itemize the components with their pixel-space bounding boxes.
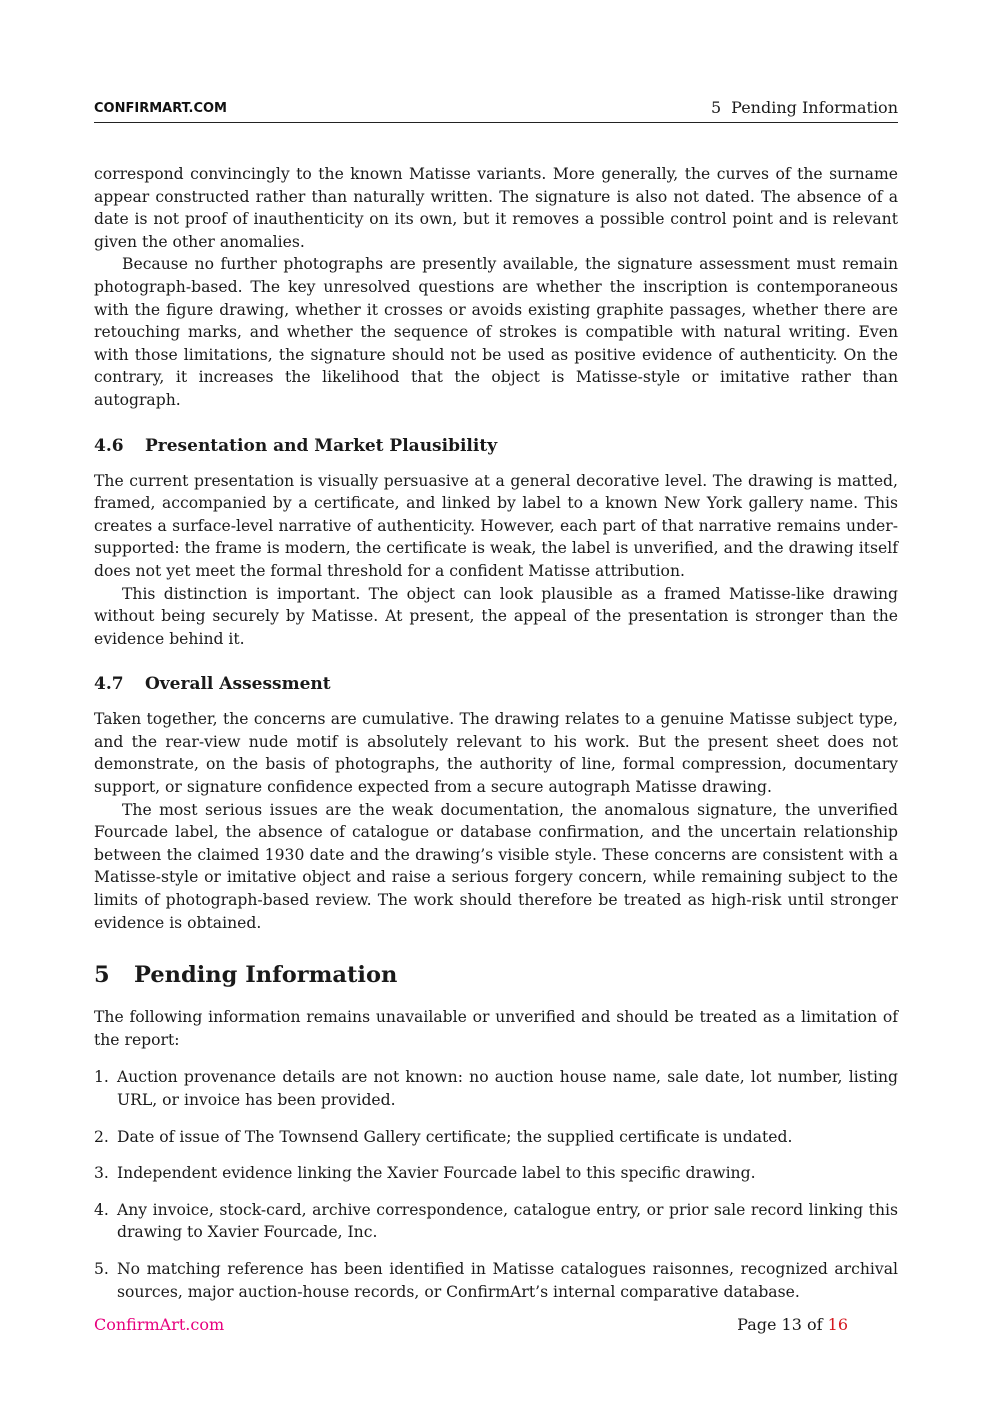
list-item-text: Independent evidence linking the Xavier Fourcade label to this specific drawing. xyxy=(117,1164,756,1183)
list-item-text: Auction provenance details are not known: no auction house name, sale date, lot number, listing URL, or invoice has been provided. xyxy=(117,1068,898,1109)
header-section-number: 5 xyxy=(710,98,722,117)
body-content xyxy=(94,163,898,1317)
subsection-number: 4.6 xyxy=(94,435,124,456)
section-number: 5 xyxy=(94,962,110,989)
list-item-number: 2. xyxy=(94,1127,109,1146)
list-item xyxy=(94,1066,898,1111)
subsection-heading-4-6 xyxy=(94,434,898,458)
paragraph: correspond convincingly to the known Matisse variants. More generally, the curves of the surname appear constructed rather than naturally written. The signature is also not dated. The absence of a date is not proof of inauthenticity on its own, but it removes a possible control point and is relevant given the other anomalies. xyxy=(94,165,898,251)
page-total-link[interactable]: 16 xyxy=(827,1315,848,1334)
paragraph: The most serious issues are the weak documentation, the anomalous signature, the unverified Fourcade label, the absence of catalogue or database confirmation, and the uncertain relationship between the claimed 1930 date and the drawing’s visible style. These concerns are consistent with a Matisse-style or imitative object and raise a serious forgery concern, while remaining subject to the limits of photograph-based review. The work should therefore be treated as high-risk until stronger evidence is obtained. xyxy=(94,800,898,932)
pending-info-list xyxy=(94,1066,898,1303)
list-item xyxy=(94,1162,898,1185)
paragraph: This distinction is important. The object can look plausible as a framed Matisse-like drawing without being securely by Matisse. At present, the appeal of the presentation is stronger than the evidence behind it. xyxy=(94,584,898,648)
running-header xyxy=(94,97,898,123)
header-section-title: Pending Information xyxy=(731,98,898,117)
confirmart-logo: CONFIRMART.COM xyxy=(94,101,227,116)
subsection-title: Overall Assessment xyxy=(145,674,331,695)
section-heading-5 xyxy=(94,960,898,990)
section-title: Pending Information xyxy=(134,962,398,989)
paragraph: Because no further photographs are presently available, the signature assessment must remain photograph-based. The key unresolved questions are whether the inscription is contemporaneous with the figure drawing, whether it crosses or avoids existing graphite passages, whether there are retouching marks, and whether the sequence of strokes is compatible with natural writing. Even with those limitations, the signature should not be used as positive evidence of authenticity. On the contrary, it increases the likelihood that the object is Matisse-style or imitative rather than autograph. xyxy=(94,255,898,409)
page-number-prefix: Page 13 of xyxy=(737,1315,828,1334)
confirmart-link[interactable]: ConfirmArt.com xyxy=(94,1315,225,1334)
page-number xyxy=(737,1315,848,1334)
subsection-number: 4.7 xyxy=(94,674,124,695)
list-item-number: 5. xyxy=(94,1259,109,1278)
subsection-title: Presentation and Market Plausibility xyxy=(145,435,498,456)
list-item xyxy=(94,1199,898,1244)
list-item-text: No matching reference has been identified in Matisse catalogues raisonnes, recognized archival sources, major auction-house records, or ConfirmArt’s internal comparative database. xyxy=(117,1259,898,1301)
list-item-text: Any invoice, stock-card, archive correspondence, catalogue entry, or prior sale record linking this drawing to Xavier Fourcade, Inc. xyxy=(117,1200,898,1242)
list-item xyxy=(94,1126,898,1149)
list-item-text: Date of issue of The Townsend Gallery certificate; the supplied certificate is undated. xyxy=(117,1127,793,1146)
subsection-heading-4-7 xyxy=(94,672,898,696)
paragraph: Taken together, the concerns are cumulative. The drawing relates to a genuine Matisse subject type, and the rear-view nude motif is absolutely relevant to his work. But the present sheet does not demonstrate, on the basis of photographs, the authority of line, formal compression, documentary support, or signature confidence expected from a secure autograph Matisse drawing. xyxy=(94,710,898,797)
list-item xyxy=(94,1258,898,1303)
section-intro: The following information remains unavailable or unverified and should be treated as a limitation of the report: xyxy=(94,1008,898,1049)
list-item-number: 4. xyxy=(94,1200,109,1219)
paragraph: The current presentation is visually persuasive at a general decorative level. The drawing is matted, framed, accompanied by a certificate, and linked by label to a known New York gallery name. This creates a surface-level narrative of authenticity. However, each part of that narrative remains under-supported: the frame is modern, the certificate is weak, the label is unverified, and the drawing itself does not yet meet the formal threshold for a confident Matisse attribution. xyxy=(94,471,898,580)
list-item-number: 1. xyxy=(94,1068,109,1087)
list-item-number: 3. xyxy=(94,1164,109,1183)
header-section-label xyxy=(711,98,898,117)
